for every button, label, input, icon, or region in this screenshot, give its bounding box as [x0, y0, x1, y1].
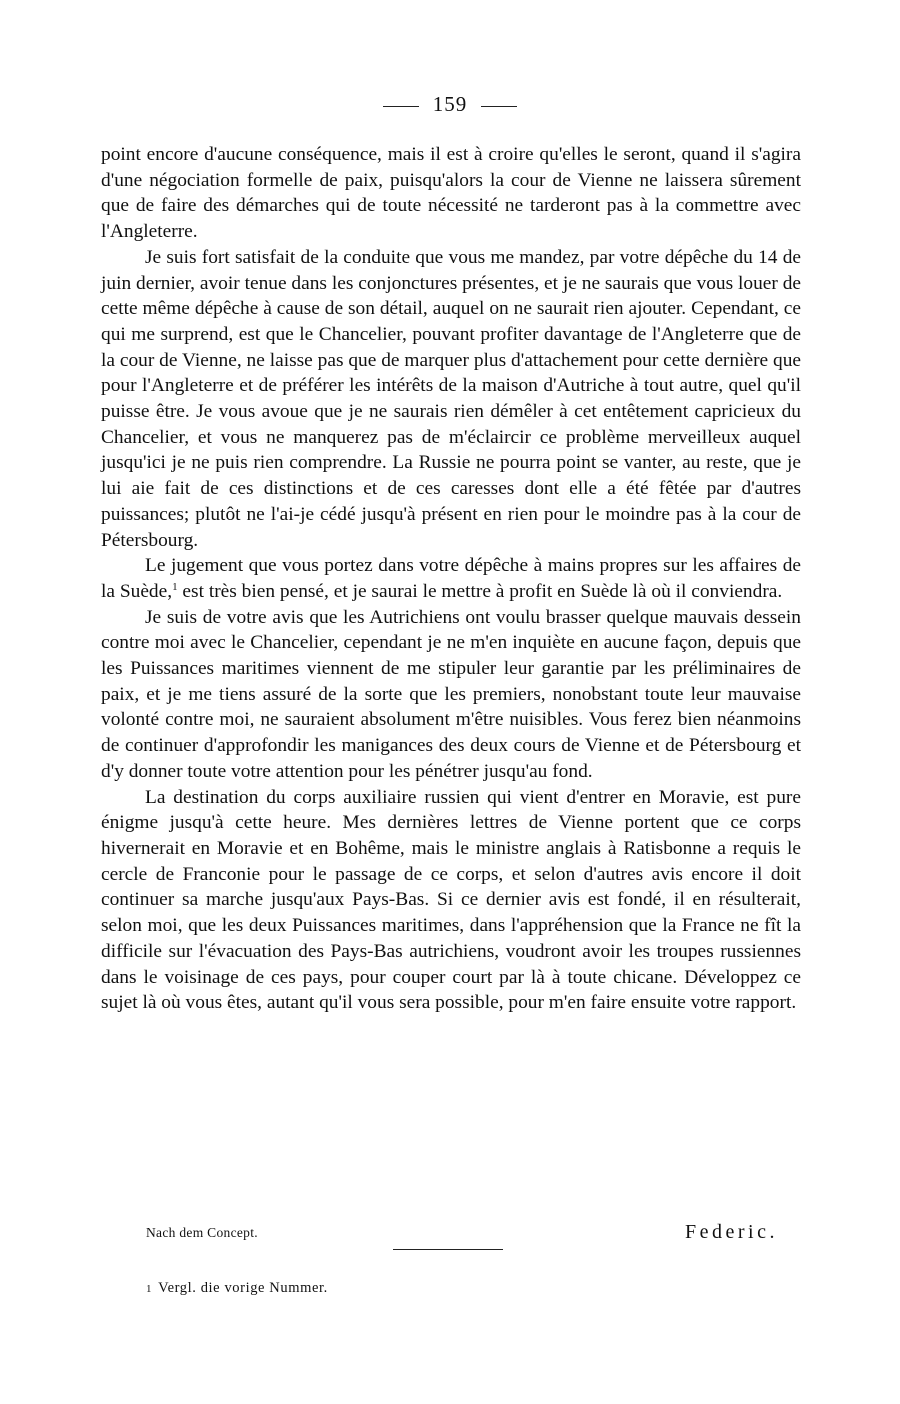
paragraph-3	[101, 553, 801, 604]
page-header	[0, 92, 900, 117]
paragraph-text: Le jugement que vous portez dans votre dépêche à mains propres sur les affaires de la Suède,	[101, 555, 801, 602]
footnote-mark: 1	[146, 1283, 153, 1295]
closing-line	[146, 1221, 778, 1249]
paragraph-1	[101, 142, 801, 245]
paragraph-text: point encore d'aucune conséquence, mais il est à croire qu'elles le seront, quand il s'agira d'une négociation formelle de paix, puisqu'alors la cour de Vienne ne laissera sûrement que de faire des démarches qui de toute nécessité ne tarderont pas à la commettre avec l'Angleterre.	[101, 144, 801, 243]
footnote-separator	[393, 1249, 503, 1250]
header-dash-right	[481, 106, 517, 107]
footnote-text: Vergl. die vorige Nummer.	[158, 1280, 328, 1296]
paragraph-text-continued: est très bien pensé, et je saurai le mettre à profit en Suède là où il conviendra.	[177, 580, 783, 602]
source-note: Nach dem Concept.	[146, 1225, 258, 1240]
paragraph-4	[101, 605, 801, 785]
header-dash-left	[383, 106, 419, 107]
paragraph-text: Je suis de votre avis que les Autrichiens ont voulu brasser quelque mauvais dessein contre moi avec le Chancelier, cependant je ne m'en inquiète en aucune façon, depuis que les Puissances maritimes viennent de me stipuler leur garantie par les préliminaires de paix, et je me tiens assuré de la sorte que les premiers, nonobstant toute leur mauvaise volonté contre moi, ne sauraient absolument m'être nuisibles. Vous ferez bien néanmoins de continuer d'approfondir les manigances des deux cours de Vienne et de Pétersbourg et d'y donner toute votre attention pour les pénétrer jusqu'au fond.	[101, 606, 801, 782]
paragraph-2	[101, 245, 801, 553]
page-number: 159	[432, 92, 468, 116]
letter-body	[101, 142, 801, 1016]
footnote-reference[interactable]: 1	[172, 580, 178, 593]
signature: Federic.	[685, 1221, 778, 1243]
footnote	[146, 1280, 328, 1297]
paragraph-text: La destination du corps auxiliaire russien qui vient d'entrer en Moravie, est pure énigme jusqu'à cette heure. Mes dernières lettres de Vienne portent que ce corps hivernerait en Moravie et en Bohême, mais le ministre anglais à Ratisbonne a requis le cercle de Franconie pour le passage de ce corps, et selon d'autres avis encore il doit continuer sa marche jusqu'aux Pays-Bas. Si ce dernier avis est fondé, il en résulterait, selon moi, que les deux Puissances maritimes, dans l'appréhension que la France ne fît la difficile sur l'évacuation des Pays-Bas autrichiens, voudront avoir les troupes russiennes dans le voisinage de ces pays, pour couper court par là à toute chicane. Développez ce sujet là où vous êtes, autant qu'il vous sera possible, pour m'en faire ensuite votre rapport.	[101, 786, 801, 1014]
paragraph-5	[101, 785, 801, 1016]
paragraph-text: Je suis fort satisfait de la conduite que vous me mandez, par votre dépêche du 14 de juin dernier, avoir tenue dans les conjonctures présentes, et je ne saurais que vous louer de cette même dépêche à cause de son détail, auquel on ne saurait rien ajouter. Cependant, ce qui me surprend, est que le Chancelier, pouvant profiter davantage de l'Angleterre que de la cour de Vienne, ne laisse pas que de marquer plus d'attachement pour cette dernière que pour l'Angleterre et de préférer les intérêts de la maison d'Autriche à tout autre, quel qu'il puisse être. Je vous avoue que je ne saurais rien démêler à cet entêtement capricieux du Chancelier, et vous ne manquerez pas de m'éclaircir ce problème merveilleux auquel jusqu'ici je ne puis rien comprendre. La Russie ne pourra point se vanter, au reste, que je lui aie fait de ces distinctions et de ces caresses dont elle a été fêtée par d'autres puissances; plutôt ne l'ai-je cédé jusqu'à présent en rien pour le moindre pas à la cour de Pétersbourg.	[101, 246, 801, 551]
